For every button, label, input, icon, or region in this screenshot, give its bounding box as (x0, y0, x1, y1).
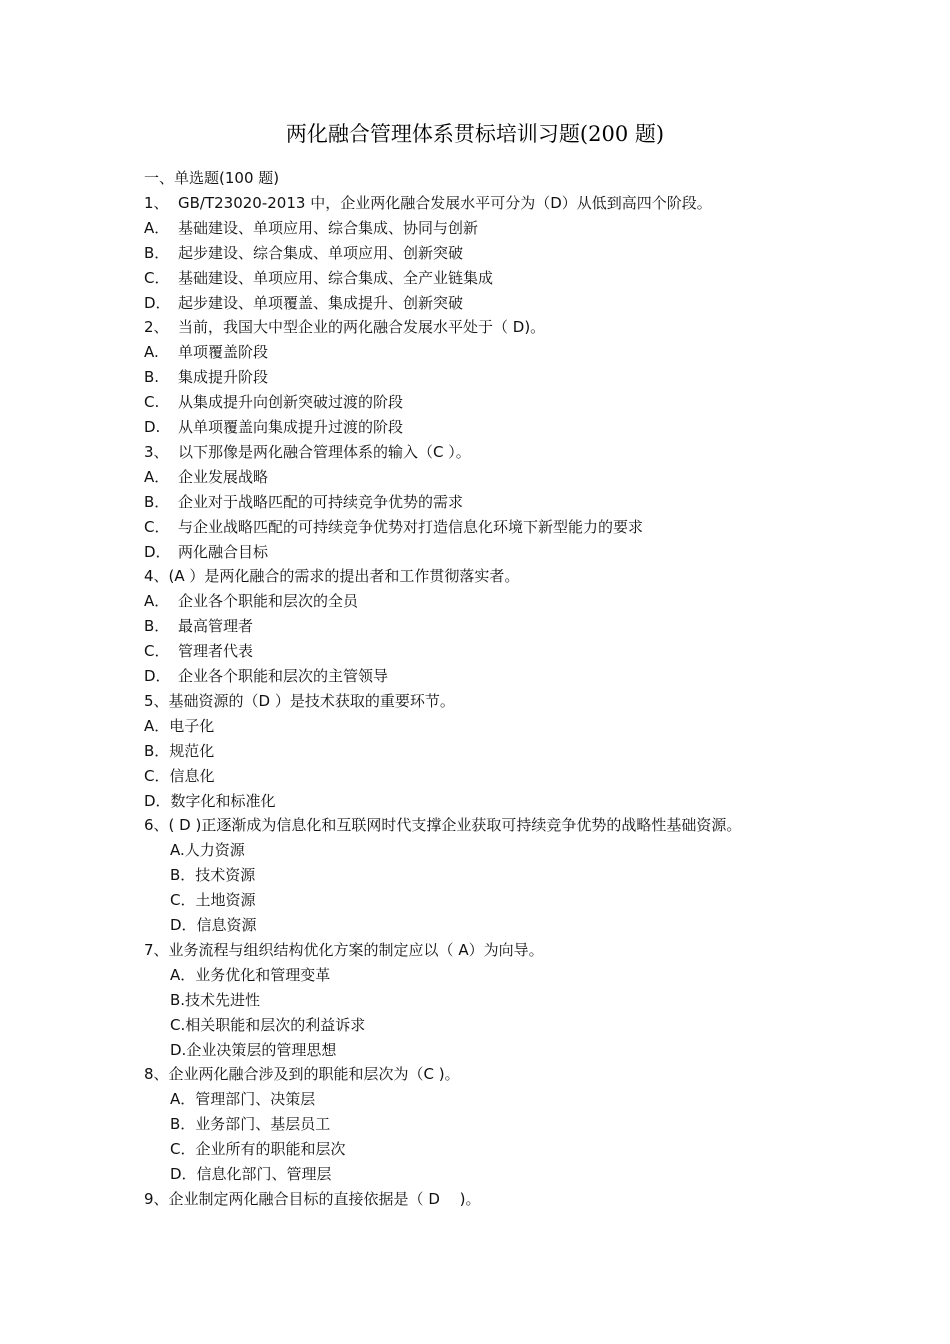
option-line (144, 191, 712, 216)
item-marker: B． (144, 617, 170, 636)
item-text: B．技术资源 (170, 866, 256, 885)
item-text: C.相关职能和层次的利益诉求 (170, 1015, 366, 1034)
option-line (144, 589, 358, 614)
option-line (144, 540, 268, 565)
option-line (144, 216, 478, 241)
option-line (144, 639, 253, 664)
item-marker: B． (144, 492, 170, 511)
item-text: D.企业决策层的管理思想 (170, 1040, 337, 1059)
item-text: D．信息资源 (170, 916, 257, 934)
question-line (170, 988, 260, 1013)
item-marker: B． (144, 243, 170, 262)
question-line (170, 1038, 336, 1063)
question-line (170, 1137, 345, 1162)
item-text: B．业务部门、基层员工 (170, 1115, 331, 1134)
item-text: 单项覆盖阶段 (178, 343, 269, 362)
item-text: A．电子化 (144, 716, 215, 735)
item-text: 基础建设、单项应用、综合集成、全产业链集成 (178, 268, 494, 287)
item-text: 管理者代表 (178, 642, 254, 661)
item-text: C．信息化 (144, 766, 215, 785)
item-text: GB/T23020-2013 中，企业两化融合发展水平可分为（D）从低到高四个阶段。 (178, 193, 712, 212)
option-line (144, 266, 493, 291)
item-text: 当前，我国大中型企业的两化融合发展水平处于（ D)。 (178, 318, 546, 337)
option-line (144, 340, 268, 365)
item-marker: C． (144, 268, 170, 287)
item-text: C．土地资源 (170, 891, 256, 910)
item-marker: 3、 (144, 442, 169, 461)
option-line (144, 241, 463, 266)
item-marker: B. (144, 368, 160, 387)
question-line (170, 1013, 365, 1038)
item-marker: A． (144, 592, 170, 611)
option-line (144, 465, 268, 490)
question-line (144, 564, 519, 589)
item-text: 企业各个职能和层次的主管领导 (178, 667, 389, 685)
item-marker: D． (144, 667, 171, 685)
item-text: 4、(A ）是两化融合的需求的提出者和工作贯彻落实者。 (144, 567, 520, 586)
item-text: 8、企业两化融合涉及到的职能和层次为（C )。 (144, 1065, 460, 1084)
option-line (144, 415, 403, 440)
option-line (144, 664, 388, 689)
item-text: B.技术先进性 (170, 990, 261, 1009)
item-text: 9、企业制定两化融合目标的直接依据是（ D )。 (144, 1189, 481, 1208)
option-line (144, 614, 253, 639)
item-marker: 2、 (144, 318, 169, 337)
item-text: 与企业战略匹配的可持续竞争优势对打造信息化环境下新型能力的要求 (178, 517, 644, 536)
item-text: 5、基础资源的（D ）是技术获取的重要环节。 (144, 691, 455, 710)
question-line (144, 1187, 480, 1212)
item-marker: C. (144, 393, 160, 412)
item-text: 两化融合目标 (178, 542, 269, 561)
item-text: 企业对于战略匹配的可持续竞争优势的需求 (178, 492, 464, 511)
item-text: C．企业所有的职能和层次 (170, 1140, 346, 1159)
item-marker: A． (144, 467, 170, 486)
item-text: A．业务优化和管理变革 (170, 965, 331, 984)
section-heading: 一、单选题(100 题) (144, 169, 280, 187)
item-text: A．管理部门、决策层 (170, 1090, 316, 1109)
question-line (170, 1162, 332, 1187)
question-line (144, 689, 455, 714)
question-line (170, 1087, 315, 1112)
item-marker: C． (144, 642, 170, 661)
item-text: 7、业务流程与组织结构优化方案的制定应以（ A）为向导。 (144, 940, 544, 959)
item-text: 企业发展战略 (178, 467, 269, 486)
item-marker: 1、 (144, 193, 169, 212)
option-line (144, 365, 268, 390)
item-text: 集成提升阶段 (178, 368, 269, 387)
question-line (170, 963, 330, 988)
item-text: 以下那像是两化融合管理体系的输入（C ）。 (178, 442, 471, 461)
document-title: 两化融合管理体系贯标培训习题(200 题) (285, 122, 665, 146)
item-marker: C． (144, 517, 170, 536)
item-text: 最高管理者 (178, 617, 254, 636)
question-line (144, 938, 544, 963)
item-text: A.人力资源 (170, 841, 245, 860)
item-text: 起步建设、单项覆盖、集成提升、创新突破 (178, 293, 464, 312)
item-text: 从集成提升向创新突破过渡的阶段 (178, 393, 404, 412)
option-line (144, 390, 403, 415)
question-line (144, 714, 214, 739)
question-line (144, 813, 741, 838)
item-marker: A． (144, 218, 170, 237)
question-line (144, 1062, 460, 1087)
item-text: 6、( D )正逐渐成为信息化和互联网时代支撑企业获取可持续竞争优势的战略性基础资源。 (144, 816, 742, 835)
item-text: D．数字化和标准化 (144, 791, 276, 810)
item-text: 从单项覆盖向集成提升过渡的阶段 (178, 418, 404, 436)
item-marker: A. (144, 343, 159, 362)
question-line (170, 913, 257, 938)
item-marker: D． (144, 293, 171, 312)
item-text: 企业各个职能和层次的全员 (178, 592, 359, 611)
option-line (144, 291, 463, 316)
question-line (170, 863, 255, 888)
question-line (170, 838, 245, 863)
option-line (144, 490, 463, 515)
item-text: D．信息化部门、管理层 (170, 1165, 332, 1183)
question-line (144, 764, 214, 789)
question-line (170, 1112, 330, 1137)
item-text: 基础建设、单项应用、综合集成、协同与创新 (178, 218, 479, 237)
item-marker: D. (144, 418, 161, 436)
question-line (144, 739, 214, 764)
item-marker: D． (144, 542, 171, 561)
question-line (170, 888, 255, 913)
option-line (144, 315, 545, 340)
question-line (144, 789, 276, 814)
item-text: 起步建设、综合集成、单项应用、创新突破 (178, 243, 464, 262)
option-line (144, 515, 643, 540)
item-text: B．规范化 (144, 741, 215, 760)
option-line (144, 440, 471, 465)
